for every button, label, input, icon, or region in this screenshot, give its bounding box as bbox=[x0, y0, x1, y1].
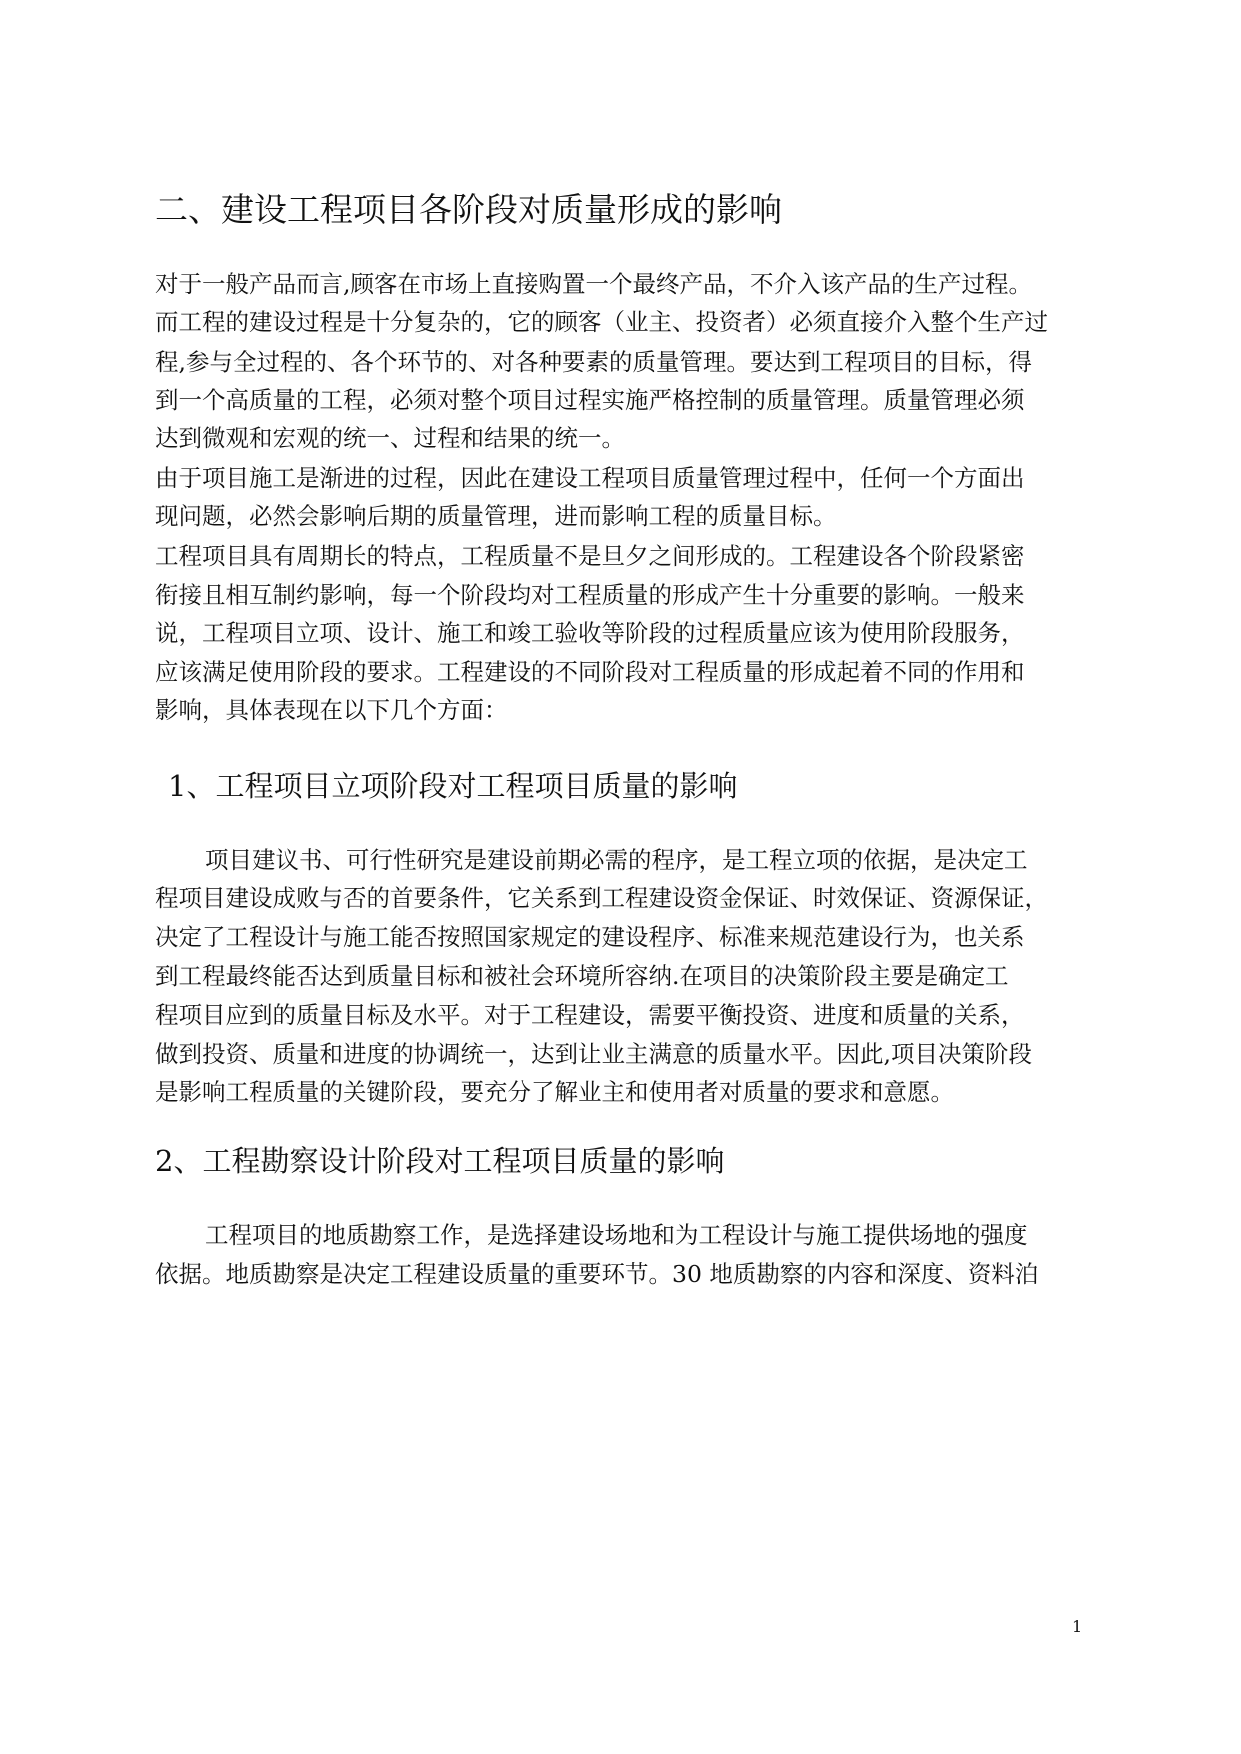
intro-line: 对于一般产品而言,顾客在市场上直接购置一个最终产品，不介入该产品的生产过程。 bbox=[155, 270, 1032, 298]
section2-line: 依据。地质勘察是决定工程建设质量的重要环节。30 地质勘察的内容和深度、资料泊 bbox=[155, 1260, 1039, 1288]
intro-line: 衔接且相互制约影响，每一个阶段均对工程质量的形成产生十分重要的影响。一般来 bbox=[155, 581, 1025, 609]
section1-line: 做到投资、质量和进度的协调统一，达到让业主满意的质量水平。因此,项目决策阶段 bbox=[155, 1040, 1032, 1068]
section1-line: 到工程最终能否达到质量目标和被社会环境所容纳.在项目的决策阶段主要是确定工 bbox=[155, 962, 1009, 990]
page-number: 1 bbox=[1072, 1617, 1083, 1636]
section1-line: 项目建议书、可行性研究是建设前期必需的程序，是工程立项的依据，是决定工 bbox=[205, 846, 1028, 874]
section1-line: 程项目应到的质量目标及水平。对于工程建设，需要平衡投资、进度和质量的关系， bbox=[155, 1001, 1025, 1029]
intro-line: 现问题，必然会影响后期的质量管理，进而影响工程的质量目标。 bbox=[155, 502, 837, 530]
intro-line: 达到微观和宏观的统一、过程和结果的统一。 bbox=[155, 424, 625, 452]
intro-line: 应该满足使用阶段的要求。工程建设的不同阶段对工程质量的形成起着不同的作用和 bbox=[155, 658, 1025, 686]
section1-line: 决定了工程设计与施工能否按照国家规定的建设程序、标准来规范建设行为，也关系 bbox=[155, 923, 1025, 951]
intro-line: 影响，具体表现在以下几个方面： bbox=[155, 696, 508, 724]
section2-line: 工程项目的地质勘察工作，是选择建设场地和为工程设计与施工提供场地的强度 bbox=[205, 1221, 1028, 1249]
section1-line: 程项目建设成败与否的首要条件，它关系到工程建设资金保证、时效保证、资源保证， bbox=[155, 884, 1048, 912]
intro-line: 而工程的建设过程是十分复杂的，它的顾客（业主、投资者）必须直接介入整个生产过 bbox=[155, 308, 1048, 336]
intro-line: 到一个高质量的工程，必须对整个项目过程实施严格控制的质量管理。质量管理必须 bbox=[155, 386, 1025, 414]
section-heading-2: 2、工程勘察设计阶段对工程项目质量的影响 bbox=[155, 1144, 725, 1178]
intro-line: 工程项目具有周期长的特点，工程质量不是旦夕之间形成的。工程建设各个阶段紧密 bbox=[155, 542, 1025, 570]
page-title: 二、建设工程项目各阶段对质量形成的影响 bbox=[155, 190, 782, 229]
section1-line: 是影响工程质量的关键阶段，要充分了解业主和使用者对质量的要求和意愿。 bbox=[155, 1078, 954, 1106]
section-heading-1: 1、工程项目立项阶段对工程项目质量的影响 bbox=[168, 769, 738, 803]
intro-line: 由于项目施工是渐进的过程，因此在建设工程项目质量管理过程中，任何一个方面出 bbox=[155, 464, 1025, 492]
intro-line: 说，工程项目立项、设计、施工和竣工验收等阶段的过程质量应该为使用阶段服务， bbox=[155, 619, 1025, 647]
intro-line: 程,参与全过程的、各个环节的、对各种要素的质量管理。要达到工程项目的目标，得 bbox=[155, 348, 1032, 376]
